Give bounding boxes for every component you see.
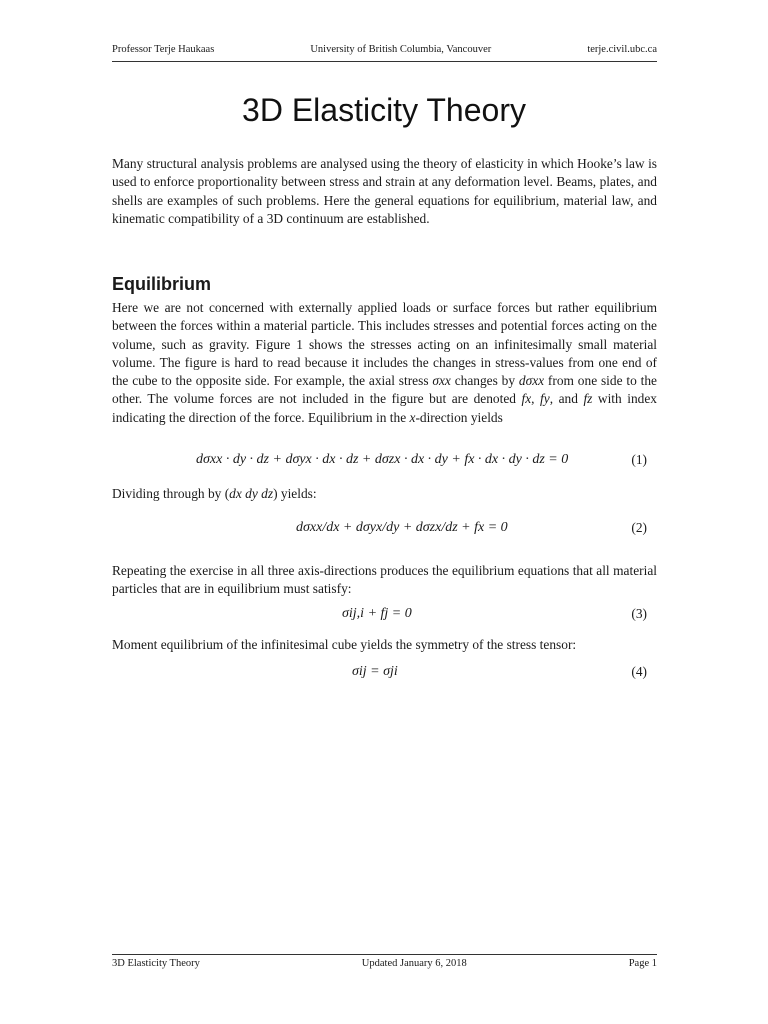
repeating-paragraph: Repeating the exercise in all three axis-directions produces the equilibrium equations that all material particles that are in equilibrium must satisfy: [112,563,657,597]
equation-4-body: σij = σji [352,664,398,679]
equation-3-body: σij,i + fj = 0 [342,606,412,621]
footer-updated: Updated January 6, 2018 [361,958,467,969]
page-header [112,44,657,55]
equation-2-number: (2) [631,520,647,535]
equation-2-body: dσxx/dx + dσyx/dy + dσzx/dz + fx = 0 [296,520,508,535]
header-rule [112,61,657,62]
moment-paragraph: Moment equilibrium of the infinitesimal cube yields the symmetry of the stress tensor: [112,637,577,652]
equilibrium-paragraph: Here we are not concerned with externally applied loads or surface forces but rather equilibrium between the forces within a material particle. This includes stresses and potential forces acting on the volume, such as gravity. Figure 1 shows the stresses acting on an infinitesimally small material volume. The figure is hard to read because it includes the changes in stress-values from one end of the cube to the opposite side. For example, the axial stress σxx changes by dσxx from one side to the other. The volume forces are not included in the figure but are denoted fx, fy, and fz with index indicating the direction of the force. Equilibrium in the x-direction yields [112,300,657,425]
equation-4-number: (4) [631,664,647,679]
equation-1-body: dσxx · dy · dz + dσyx · dx · dz + dσzx · dx · dy + fx · dx · dy · dz = 0 [196,452,569,467]
page-footer [112,958,657,969]
equation-3-number: (3) [631,606,647,621]
header-website: terje.civil.ubc.ca [587,44,657,55]
header-author: Professor Terje Haukaas [112,44,215,55]
document-title: 3D Elasticity Theory [242,92,526,128]
intro-paragraph: Many structural analysis problems are analysed using the theory of elasticity in which Hooke’s law is used to enforce proportionality between stress and strain at any deformation level. Beams, plates, and shells are examples of such problems. Here the general equations for equilibrium, material law, and kinematic compatibility of a 3D continuum are established. [112,156,657,226]
dividing-paragraph: Dividing through by (dx dy dz) yields: [112,486,317,501]
equation-1-number: (1) [631,452,647,467]
footer-page-number: Page 1 [628,958,657,969]
footer-doc-title: 3D Elasticity Theory [112,958,200,969]
header-institution: University of British Columbia, Vancouver [310,44,492,55]
footer-rule [112,954,657,955]
section-heading: Equilibrium [112,274,211,294]
